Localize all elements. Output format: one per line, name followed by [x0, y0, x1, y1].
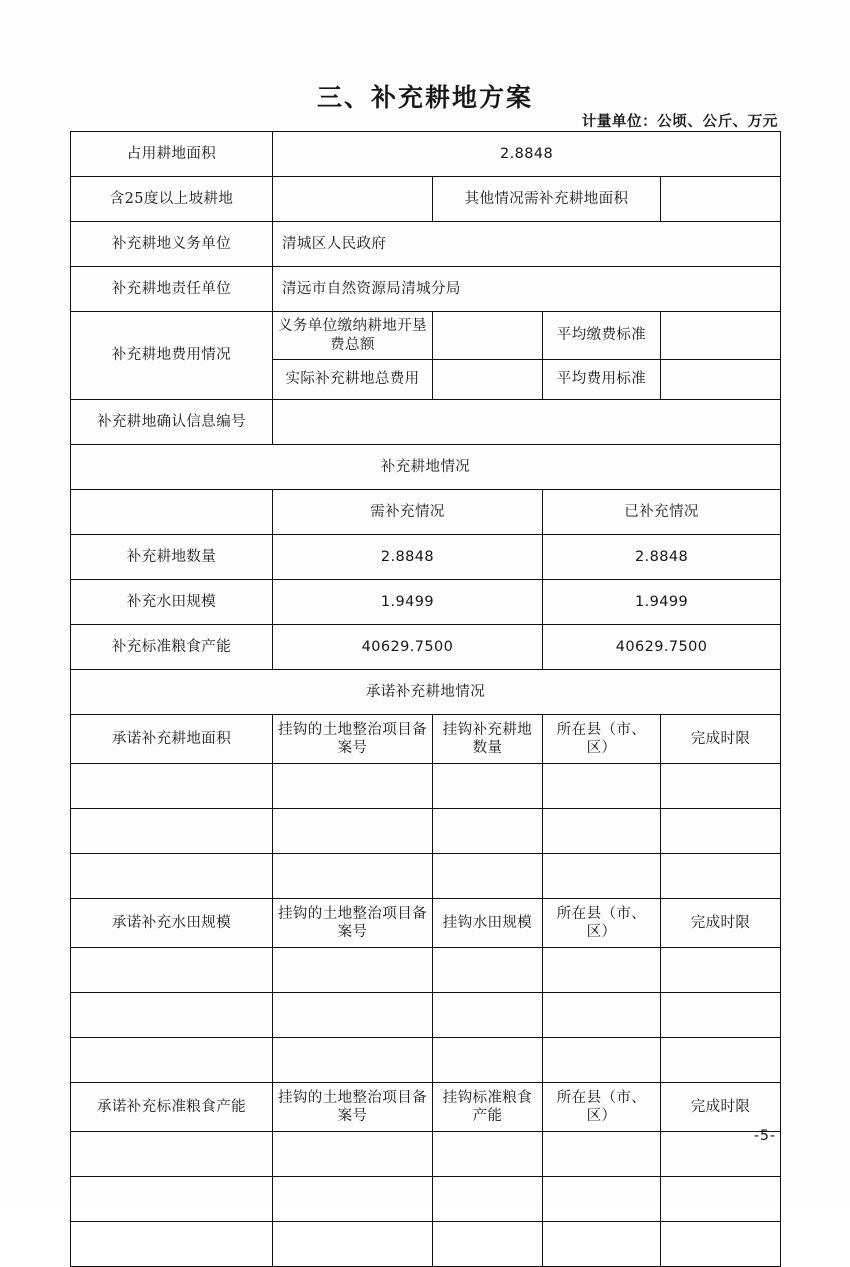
table-row: [71, 1038, 781, 1083]
table-row: [71, 177, 781, 222]
promise-g2-r0-c1[interactable]: [273, 1132, 433, 1177]
supplement-row-2-done[interactable]: 40629.7500: [543, 625, 781, 670]
supplement-section-header: 补充耕地情况: [71, 445, 781, 490]
table-row: [71, 1083, 781, 1132]
promise-g1-r0-c2[interactable]: [433, 948, 543, 993]
supplement-row-2-label: 补充标准粮食产能: [71, 625, 273, 670]
promise-g1-r2-c0[interactable]: [71, 1038, 273, 1083]
promise-g2-col-2: 挂钩标准粮食产能: [433, 1083, 543, 1132]
promise-g0-col-3: 所在县（市、区）: [543, 715, 661, 764]
table-row: [71, 899, 781, 948]
slope-farmland-label: 含25度以上坡耕地: [71, 177, 273, 222]
promise-g0-col-1: 挂钩的土地整治项目备案号: [273, 715, 433, 764]
promise-g0-r1-c2[interactable]: [433, 809, 543, 854]
table-row: [71, 535, 781, 580]
promise-g1-col-4: 完成时限: [661, 899, 781, 948]
occupied-area-label: 占用耕地面积: [71, 132, 273, 177]
promise-g1-r1-c3[interactable]: [543, 993, 661, 1038]
promise-g1-r2-c1[interactable]: [273, 1038, 433, 1083]
promise-g2-r0-c2[interactable]: [433, 1132, 543, 1177]
fee-situation-label: 补充耕地费用情况: [71, 312, 273, 400]
table-row: [71, 764, 781, 809]
table-row: [71, 490, 781, 535]
table-row: [71, 400, 781, 445]
supplement-row-2-needed[interactable]: 40629.7500: [273, 625, 543, 670]
promise-g0-r2-c1[interactable]: [273, 854, 433, 899]
promise-g1-col-3: 所在县（市、区）: [543, 899, 661, 948]
promise-g1-r1-c2[interactable]: [433, 993, 543, 1038]
table-row: [71, 809, 781, 854]
promise-g0-r0-c1[interactable]: [273, 764, 433, 809]
promise-g0-r0-c4[interactable]: [661, 764, 781, 809]
confirm-code-value[interactable]: [273, 400, 781, 445]
table-row: [71, 445, 781, 490]
promise-g1-r1-c1[interactable]: [273, 993, 433, 1038]
promise-g2-r2-c1[interactable]: [273, 1222, 433, 1267]
fee-item-1-value[interactable]: [433, 360, 543, 400]
promise-g2-col-0: 承诺补充标准粮食产能: [71, 1083, 273, 1132]
other-need-area-value[interactable]: [661, 177, 781, 222]
supplement-row-0-done[interactable]: 2.8848: [543, 535, 781, 580]
promise-g2-col-3: 所在县（市、区）: [543, 1083, 661, 1132]
promise-g1-col-0: 承诺补充水田规模: [71, 899, 273, 948]
promise-g0-r0-c3[interactable]: [543, 764, 661, 809]
promise-g1-col-2: 挂钩水田规模: [433, 899, 543, 948]
duty-unit-label: 补充耕地义务单位: [71, 222, 273, 267]
fee-item-0-label: 义务单位缴纳耕地开垦费总额: [273, 312, 433, 360]
promise-g1-r0-c4[interactable]: [661, 948, 781, 993]
duty-unit-value[interactable]: 清城区人民政府: [273, 222, 781, 267]
responsible-unit-label: 补充耕地责任单位: [71, 267, 273, 312]
promise-g1-r2-c4[interactable]: [661, 1038, 781, 1083]
promise-g0-r2-c0[interactable]: [71, 854, 273, 899]
supplement-row-1-needed[interactable]: 1.9499: [273, 580, 543, 625]
slope-farmland-value[interactable]: [273, 177, 433, 222]
promise-g0-col-0: 承诺补充耕地面积: [71, 715, 273, 764]
table-row: [71, 948, 781, 993]
fee-standard-1-value[interactable]: [661, 360, 781, 400]
supplementary-farmland-form: [70, 131, 781, 1267]
table-row: [71, 1132, 781, 1177]
promise-g2-r0-c3[interactable]: [543, 1132, 661, 1177]
fee-standard-1-label: 平均费用标准: [543, 360, 661, 400]
promise-g0-r2-c2[interactable]: [433, 854, 543, 899]
table-row: [71, 312, 781, 360]
fee-item-1-label: 实际补充耕地总费用: [273, 360, 433, 400]
table-row: [71, 993, 781, 1038]
promise-g0-r1-c4[interactable]: [661, 809, 781, 854]
table-row: [71, 1222, 781, 1267]
promise-g2-col-1: 挂钩的土地整治项目备案号: [273, 1083, 433, 1132]
table-row: [71, 625, 781, 670]
promise-g2-r1-c1[interactable]: [273, 1177, 433, 1222]
promise-g1-r0-c3[interactable]: [543, 948, 661, 993]
promise-g1-r0-c1[interactable]: [273, 948, 433, 993]
supplement-col-blank: [71, 490, 273, 535]
promise-g2-r2-c3[interactable]: [543, 1222, 661, 1267]
promise-g2-r1-c4[interactable]: [661, 1177, 781, 1222]
page-number: -5-: [753, 1128, 776, 1144]
fee-standard-0-value[interactable]: [661, 312, 781, 360]
promise-g1-col-1: 挂钩的土地整治项目备案号: [273, 899, 433, 948]
promise-g2-r2-c4[interactable]: [661, 1222, 781, 1267]
occupied-area-value[interactable]: 2.8848: [273, 132, 781, 177]
promise-g1-r2-c3[interactable]: [543, 1038, 661, 1083]
promise-g0-r2-c4[interactable]: [661, 854, 781, 899]
promise-g0-r1-c0[interactable]: [71, 809, 273, 854]
promise-g2-r2-c0[interactable]: [71, 1222, 273, 1267]
promise-g2-r1-c3[interactable]: [543, 1177, 661, 1222]
fee-standard-0-label: 平均缴费标准: [543, 312, 661, 360]
promise-g1-r0-c0[interactable]: [71, 948, 273, 993]
promise-g0-r0-c2[interactable]: [433, 764, 543, 809]
promise-g1-r2-c2[interactable]: [433, 1038, 543, 1083]
table-row: [71, 1177, 781, 1222]
table-row: [71, 715, 781, 764]
promise-g0-r2-c3[interactable]: [543, 854, 661, 899]
confirm-code-label: 补充耕地确认信息编号: [71, 400, 273, 445]
table-row: [71, 132, 781, 177]
promise-g2-r1-c0[interactable]: [71, 1177, 273, 1222]
table-row: [71, 580, 781, 625]
supplement-col-needed: 需补充情况: [273, 490, 543, 535]
table-row: [71, 222, 781, 267]
supplement-row-0-label: 补充耕地数量: [71, 535, 273, 580]
supplement-row-1-done[interactable]: 1.9499: [543, 580, 781, 625]
promise-g1-r1-c0[interactable]: [71, 993, 273, 1038]
promise-g2-r0-c0[interactable]: [71, 1132, 273, 1177]
supplement-row-1-label: 补充水田规模: [71, 580, 273, 625]
supplement-col-done: 已补充情况: [543, 490, 781, 535]
promise-g2-col-4: 完成时限: [661, 1083, 781, 1132]
promise-g0-col-4: 完成时限: [661, 715, 781, 764]
table-row: [71, 670, 781, 715]
measurement-unit-note: 计量单位：公顷、公斤、万元: [581, 113, 778, 130]
promise-g2-r2-c2[interactable]: [433, 1222, 543, 1267]
promise-g0-r0-c0[interactable]: [71, 764, 273, 809]
promise-g2-r1-c2[interactable]: [433, 1177, 543, 1222]
table-row: [71, 854, 781, 899]
promise-g1-r1-c4[interactable]: [661, 993, 781, 1038]
promise-section-header: 承诺补充耕地情况: [71, 670, 781, 715]
promise-g0-col-2: 挂钩补充耕地数量: [433, 715, 543, 764]
other-need-area-label: 其他情况需补充耕地面积: [433, 177, 661, 222]
responsible-unit-value[interactable]: 清远市自然资源局清城分局: [273, 267, 781, 312]
promise-g0-r1-c1[interactable]: [273, 809, 433, 854]
page-title: 三、补充耕地方案: [316, 83, 533, 112]
table-row: [71, 267, 781, 312]
fee-item-0-value[interactable]: [433, 312, 543, 360]
supplement-row-0-needed[interactable]: 2.8848: [273, 535, 543, 580]
promise-g0-r1-c3[interactable]: [543, 809, 661, 854]
